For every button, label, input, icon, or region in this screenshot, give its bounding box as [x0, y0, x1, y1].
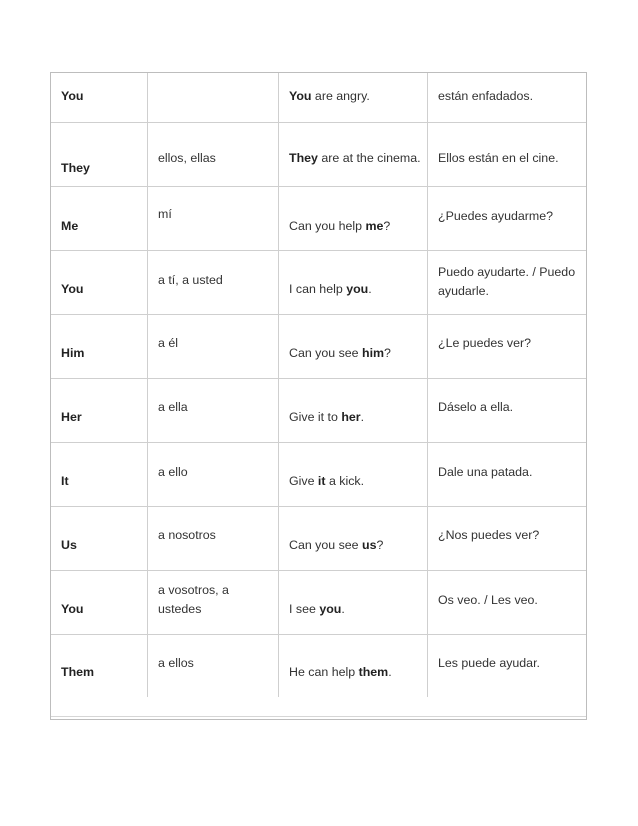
example-cell — [279, 73, 428, 123]
spanish-pronoun: ellos, ellas — [158, 151, 216, 165]
spanish-cell — [148, 187, 279, 251]
spanish-cell — [148, 635, 279, 697]
spanish-cell — [148, 315, 279, 379]
table-row — [51, 123, 586, 187]
example-cell — [279, 443, 428, 507]
highlighted-pronoun: you — [346, 282, 369, 296]
spanish-cell — [148, 73, 279, 123]
table-row — [51, 73, 586, 123]
pronoun-cell — [51, 507, 148, 571]
table-row — [51, 315, 586, 379]
table-row — [51, 443, 586, 507]
pronoun-cell — [51, 73, 148, 123]
english-pronoun: Me — [61, 219, 79, 233]
highlighted-pronoun: you — [319, 602, 342, 616]
spanish-cell — [148, 251, 279, 315]
english-pronoun: You — [61, 602, 84, 616]
spanish-translation: ¿Puedes ayudarme? — [438, 209, 554, 223]
example-cell — [279, 187, 428, 251]
english-example: They are at the cinema. — [289, 151, 421, 165]
spanish-pronoun: mí — [158, 207, 172, 221]
translation-cell — [428, 571, 586, 635]
translation-cell — [428, 251, 586, 315]
spanish-cell — [148, 123, 279, 187]
example-cell — [279, 571, 428, 635]
translation-cell — [428, 507, 586, 571]
highlighted-pronoun: him — [362, 346, 385, 360]
english-example: I see you. — [289, 602, 345, 616]
spanish-pronoun: a ello — [158, 465, 188, 479]
english-pronoun: You — [61, 89, 84, 103]
translation-cell — [428, 73, 586, 123]
spanish-cell — [148, 379, 279, 443]
spanish-pronoun: a ellos — [158, 656, 194, 670]
english-example: Give it a kick. — [289, 474, 365, 488]
spanish-translation: están enfadados. — [438, 89, 534, 103]
spanish-pronoun: a ella — [158, 400, 188, 414]
translation-cell — [428, 315, 586, 379]
pronoun-table-grid — [51, 73, 586, 697]
pronoun-cell — [51, 251, 148, 315]
highlighted-pronoun: them — [358, 665, 389, 679]
table-row — [51, 251, 586, 315]
translation-cell — [428, 443, 586, 507]
spanish-translation: ¿Nos puedes ver? — [438, 528, 540, 542]
pronoun-cell — [51, 379, 148, 443]
english-example: Can you help me? — [289, 219, 391, 233]
pronoun-cell — [51, 443, 148, 507]
spanish-translation: Ellos están en el cine. — [438, 151, 559, 165]
english-pronoun: Him — [61, 346, 85, 360]
spanish-translation: ¿Le puedes ver? — [438, 336, 531, 350]
pronoun-cell — [51, 187, 148, 251]
highlighted-pronoun: me — [365, 219, 384, 233]
table-row — [51, 635, 586, 697]
spanish-translation: Les puede ayudar. — [438, 656, 540, 670]
translation-cell — [428, 635, 586, 697]
table-row — [51, 187, 586, 251]
english-example: Can you see him? — [289, 346, 391, 360]
highlighted-pronoun: us — [362, 538, 377, 552]
spanish-pronoun: a tí, a usted — [158, 273, 223, 287]
english-pronoun: Them — [61, 665, 95, 679]
english-pronoun: It — [61, 474, 69, 488]
spanish-cell — [148, 571, 279, 635]
table-row — [51, 379, 586, 443]
english-pronoun: Us — [61, 538, 77, 552]
english-example: Give it to her. — [289, 410, 365, 424]
spanish-translation: Dale una patada. — [438, 465, 533, 479]
pronoun-cell — [51, 123, 148, 187]
example-cell — [279, 315, 428, 379]
highlighted-pronoun: it — [317, 474, 326, 488]
spanish-pronoun: a vosotros, a ustedes — [158, 583, 229, 616]
spanish-translation: Puedo ayudarte. / Puedo ayudarle. — [438, 265, 576, 298]
spanish-pronoun: a él — [158, 336, 178, 350]
example-cell — [279, 251, 428, 315]
highlighted-pronoun: her — [341, 410, 361, 424]
spanish-translation: Dáselo a ella. — [438, 400, 514, 414]
example-cell — [279, 635, 428, 697]
translation-cell — [428, 379, 586, 443]
spanish-pronoun: a nosotros — [158, 528, 216, 542]
english-example: I can help you. — [289, 282, 372, 296]
english-example: You are angry. — [289, 89, 370, 103]
example-cell — [279, 507, 428, 571]
english-pronoun: You — [61, 282, 84, 296]
pronoun-cell — [51, 315, 148, 379]
pronoun-table — [50, 72, 587, 720]
table-row — [51, 507, 586, 571]
highlighted-pronoun: You — [289, 89, 312, 103]
english-pronoun: Her — [61, 410, 82, 424]
spanish-cell — [148, 443, 279, 507]
pronoun-cell — [51, 571, 148, 635]
pronoun-cell — [51, 635, 148, 697]
english-example: Can you see us? — [289, 538, 384, 552]
translation-cell — [428, 187, 586, 251]
spanish-translation: Os veo. / Les veo. — [438, 593, 538, 607]
english-example: He can help them. — [289, 665, 392, 679]
translation-cell — [428, 123, 586, 187]
example-cell — [279, 123, 428, 187]
spanish-cell — [148, 507, 279, 571]
english-pronoun: They — [61, 161, 90, 175]
example-cell — [279, 379, 428, 443]
table-row — [51, 571, 586, 635]
highlighted-pronoun: They — [289, 151, 318, 165]
